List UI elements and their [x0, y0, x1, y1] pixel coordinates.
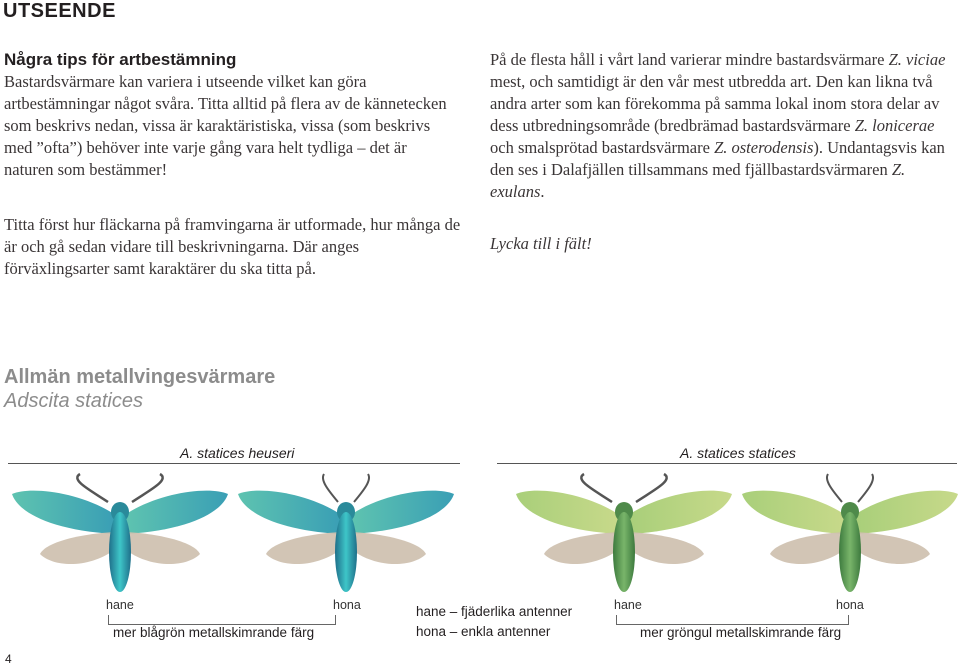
- species-latin-name: Adscita statices: [4, 390, 143, 412]
- label-heuseri-male: hane: [106, 598, 134, 612]
- page-number: 4: [5, 652, 12, 666]
- tips-paragraph-3: [490, 49, 960, 203]
- subspecies-heuseri-title: A. statices heuseri: [180, 445, 295, 461]
- tips-paragraph-2: Titta först hur fläckarna på framvingarna är utformade, hur många de är och gå sedan vidare till beskrivningarna. Där anges förväxlingsarter samt karaktärer du ska titta på.: [4, 215, 461, 278]
- good-luck-text: Lycka till i fält!: [490, 234, 592, 253]
- moth-statices-female-image: [740, 472, 960, 600]
- text-part: ). Undantagsvis kan den ses i Dalafjällen tillsammans med fjällbastardsvärmaren: [490, 138, 945, 179]
- text-part: På de flesta håll i vårt land varierar mindre bastardsvärmare: [490, 50, 889, 69]
- species-ref: Z. osterodensis: [714, 138, 814, 157]
- tips-title: Några tips för artbestämning: [4, 50, 237, 69]
- section-heading: UTSEENDE: [3, 0, 116, 22]
- subspecies-statices-rule: [497, 463, 957, 464]
- species-common-name: Allmän metallvingesvärmare: [4, 366, 276, 388]
- species-ref: Z. viciae: [888, 50, 946, 69]
- moth-heuseri-female-image: [236, 472, 456, 600]
- text-part: .: [540, 182, 545, 201]
- label-statices-male: hane: [614, 598, 642, 612]
- antenna-note-male: hane – fjäderlika antenner: [416, 604, 573, 619]
- text-part: och smalsprötad bastardsvärmare: [490, 138, 715, 157]
- label-statices-female: hona: [836, 598, 864, 612]
- species-ref: Z. lonicerae: [854, 116, 935, 135]
- text-part: mest, och samtidigt är den vår mest utbredda art. Den kan likna två andra arter som kan förekomma på samma lokal inom stora delar av dess utbredningsområde (bredbrämad bastardsvärmare: [490, 72, 940, 135]
- caption-heuseri-color: mer blågrön metallskimrande färg: [113, 625, 315, 640]
- tips-paragraph-1: Bastardsvärmare kan variera i utseende vilket kan göra artbestämningar något svåra. Titta alltid på flera av de kännetecken som beskrivs nedan, vissa är karaktäristiska, vissa (som beskrivs med ”ofta”) behöver inte varje gång vara helt tydliga – det är naturen som bestämmer!: [4, 72, 447, 179]
- label-heuseri-female: hona: [333, 598, 361, 612]
- moth-statices-male-image: [514, 472, 734, 600]
- species-ref: Z. exulans: [490, 160, 906, 201]
- antenna-note-female: hona – enkla antenner: [416, 624, 551, 639]
- caption-statices-color: mer gröngul metallskimrande färg: [640, 625, 842, 640]
- moth-heuseri-male-image: [10, 472, 230, 600]
- subspecies-heuseri-rule: [8, 463, 460, 464]
- subspecies-statices-title: A. statices statices: [680, 445, 796, 461]
